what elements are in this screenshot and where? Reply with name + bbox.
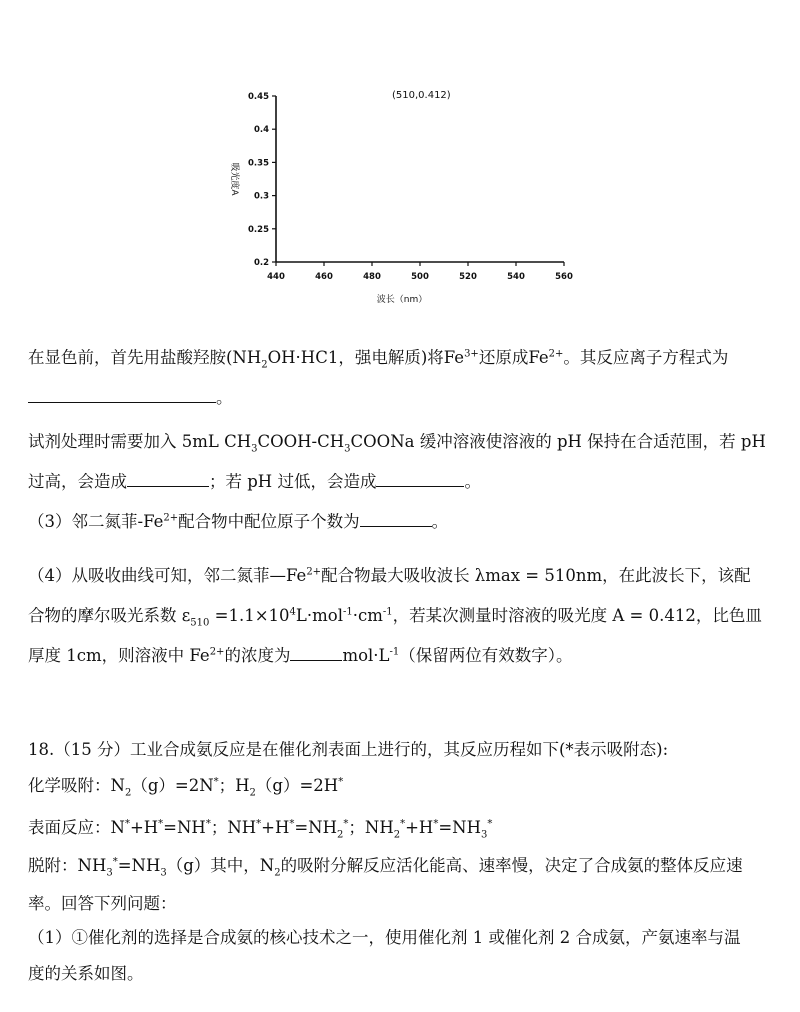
desorption-line — [28, 852, 743, 879]
text-segment: ，若某次测量时溶液的吸光度 A = 0.412，比色皿 — [392, 606, 762, 625]
text-segment: 合物的摩尔吸光系数 ε — [28, 606, 191, 625]
subscript: 510 — [190, 617, 210, 629]
superscript: * — [112, 856, 118, 868]
text-segment: 在显色前，首先用盐酸羟胺(NH — [28, 348, 262, 367]
text-segment: （g）其中，N — [166, 856, 275, 875]
peak-annotation: (510,0.412) — [392, 90, 451, 101]
x-tick-label: 520 — [459, 272, 477, 282]
x-tick-label: 480 — [363, 272, 381, 282]
y-tick-label: 0.2 — [253, 258, 269, 268]
text-segment: （1）①催化剂的选择是合成氨的核心技术之一，使用催化剂 1 或催化剂 2 合成氨，产氨速率与温 — [28, 928, 741, 947]
question-3 — [28, 508, 448, 532]
text-segment: （3）邻二氮菲-Fe — [28, 512, 164, 531]
text-segment: 。 — [216, 388, 233, 407]
text-segment: 还原成Fe — [478, 348, 549, 367]
superscript: * — [205, 818, 211, 830]
text-segment: （g）=2N — [131, 776, 214, 795]
question-4-line-2 — [28, 602, 762, 629]
subscript: 3 — [480, 829, 488, 841]
absorbance-chart — [218, 80, 578, 312]
text-segment: （g）=2H — [255, 776, 339, 795]
answer-blank[interactable] — [127, 472, 209, 487]
paragraph-ph — [28, 468, 481, 492]
text-segment: COOH-CH — [257, 432, 345, 451]
superscript: -1 — [342, 606, 353, 618]
text-segment: （4）从吸收曲线可知，邻二氮菲—Fe — [28, 566, 307, 585]
y-tick-label: 0.4 — [253, 125, 269, 136]
text-segment: =NH — [294, 818, 338, 837]
chemisorption-line — [28, 772, 344, 799]
text-segment: ；若 pH 过低，会造成 — [209, 472, 377, 491]
superscript: * — [433, 818, 439, 830]
superscript: * — [213, 776, 219, 788]
text-segment: COONa 缓冲溶液使溶液的 pH 保持在合适范围，若 pH — [350, 432, 766, 451]
subscript: 2 — [337, 829, 344, 841]
text-segment: 试剂处理时需要加入 5mL CH — [28, 432, 252, 451]
superscript: * — [487, 818, 493, 830]
superscript: * — [289, 818, 295, 830]
text-segment: 化学吸附：N — [28, 776, 125, 795]
subscript: 3 — [344, 443, 351, 455]
superscript: * — [158, 818, 164, 830]
text-segment: 率。回答下列问题： — [28, 894, 177, 913]
subscript: 2 — [124, 787, 132, 799]
text-segment: mol·L — [342, 646, 390, 665]
answer-blank[interactable] — [360, 512, 432, 527]
text-segment: =NH — [438, 818, 481, 837]
subscript: 2 — [261, 359, 268, 371]
superscript: 2+ — [209, 646, 225, 658]
question-4-line-3 — [28, 642, 573, 666]
paragraph-buffer — [28, 428, 766, 455]
y-axis-label: 吸光度A — [229, 162, 239, 196]
paragraph-reduction — [28, 344, 729, 371]
text-segment: L·mol — [295, 606, 343, 625]
text-segment: +H — [129, 818, 159, 837]
text-segment: 表面反应：N — [28, 818, 125, 837]
text-segment: 配合物中配位原子个数为 — [178, 512, 360, 531]
x-axis-label: 波长（nm） — [376, 295, 428, 305]
superscript: * — [338, 776, 344, 788]
subscript: 2 — [274, 867, 281, 879]
superscript: -1 — [382, 606, 393, 618]
subscript: 2 — [393, 829, 401, 841]
answer-blank[interactable] — [28, 388, 216, 403]
text-segment: ；NH — [348, 818, 394, 837]
surface-reaction-line — [28, 814, 493, 841]
text-segment: 过高，会造成 — [28, 472, 127, 491]
text-segment: 脱附：NH — [28, 856, 107, 875]
text-segment: 18.（15 分）工业合成氨反应是在催化剂表面上进行的，其反应历程如下(*表示吸附态): — [28, 740, 669, 759]
text-segment: ；H — [218, 776, 250, 795]
answer-line-equation — [28, 384, 233, 408]
text-segment: 度的关系如图。 — [28, 964, 144, 983]
text-segment: =1.1×10 — [209, 606, 290, 625]
superscript: 2+ — [163, 512, 179, 524]
text-segment: 。 — [464, 472, 481, 491]
x-tick-label: 540 — [507, 272, 525, 282]
question-18-1-line-1 — [28, 924, 740, 948]
subscript: 2 — [249, 787, 256, 799]
x-tick-label: 460 — [315, 272, 333, 282]
text-segment: ；NH — [210, 818, 257, 837]
text-segment: 。其反应离子方程式为 — [563, 348, 729, 367]
text-segment: ·cm — [352, 606, 383, 625]
y-tick-label: 0.25 — [248, 224, 269, 235]
x-tick-label: 440 — [267, 272, 285, 282]
text-segment: =NH — [163, 818, 206, 837]
superscript: 3+ — [464, 348, 479, 360]
superscript: -1 — [389, 646, 400, 658]
answer-blank[interactable] — [376, 472, 464, 487]
superscript: * — [256, 818, 262, 830]
superscript: * — [343, 818, 349, 830]
question-4-line-1 — [28, 562, 751, 586]
subscript: 3 — [251, 443, 258, 455]
superscript: * — [400, 818, 406, 830]
answer-blank[interactable] — [290, 646, 342, 661]
question-18-intro — [28, 736, 668, 760]
superscript: 4 — [289, 606, 296, 618]
x-tick-label: 560 — [555, 272, 573, 282]
text-segment: OH·HC1，强电解质)将Fe — [267, 348, 465, 367]
subscript: 3 — [160, 867, 167, 879]
superscript: * — [124, 818, 130, 830]
y-tick-label: 0.45 — [248, 92, 269, 102]
text-segment: +H — [405, 818, 434, 837]
y-tick-label: 0.35 — [248, 158, 269, 169]
text-segment: 的浓度为 — [224, 646, 291, 665]
text-segment: 配合物最大吸收波长 λmax = 510nm，在此波长下，该配 — [321, 566, 751, 585]
text-segment: +H — [261, 818, 290, 837]
x-tick-label: 500 — [411, 272, 429, 282]
text-segment: 厚度 1cm，则溶液中 Fe — [28, 646, 210, 665]
y-tick-label: 0.3 — [253, 191, 269, 202]
answer-prompt — [28, 890, 177, 914]
question-18-1-line-2 — [28, 960, 144, 984]
subscript: 3 — [106, 867, 113, 879]
text-segment: 。 — [431, 512, 449, 531]
superscript: 2+ — [306, 566, 322, 578]
text-segment: （保留两位有效数字）。 — [399, 646, 573, 665]
chart-svg — [218, 80, 578, 312]
text-segment: =NH — [117, 856, 161, 875]
superscript: 2+ — [548, 348, 564, 360]
text-segment: 的吸附分解反应活化能高、速率慢，决定了合成氨的整体反应速 — [280, 856, 743, 875]
